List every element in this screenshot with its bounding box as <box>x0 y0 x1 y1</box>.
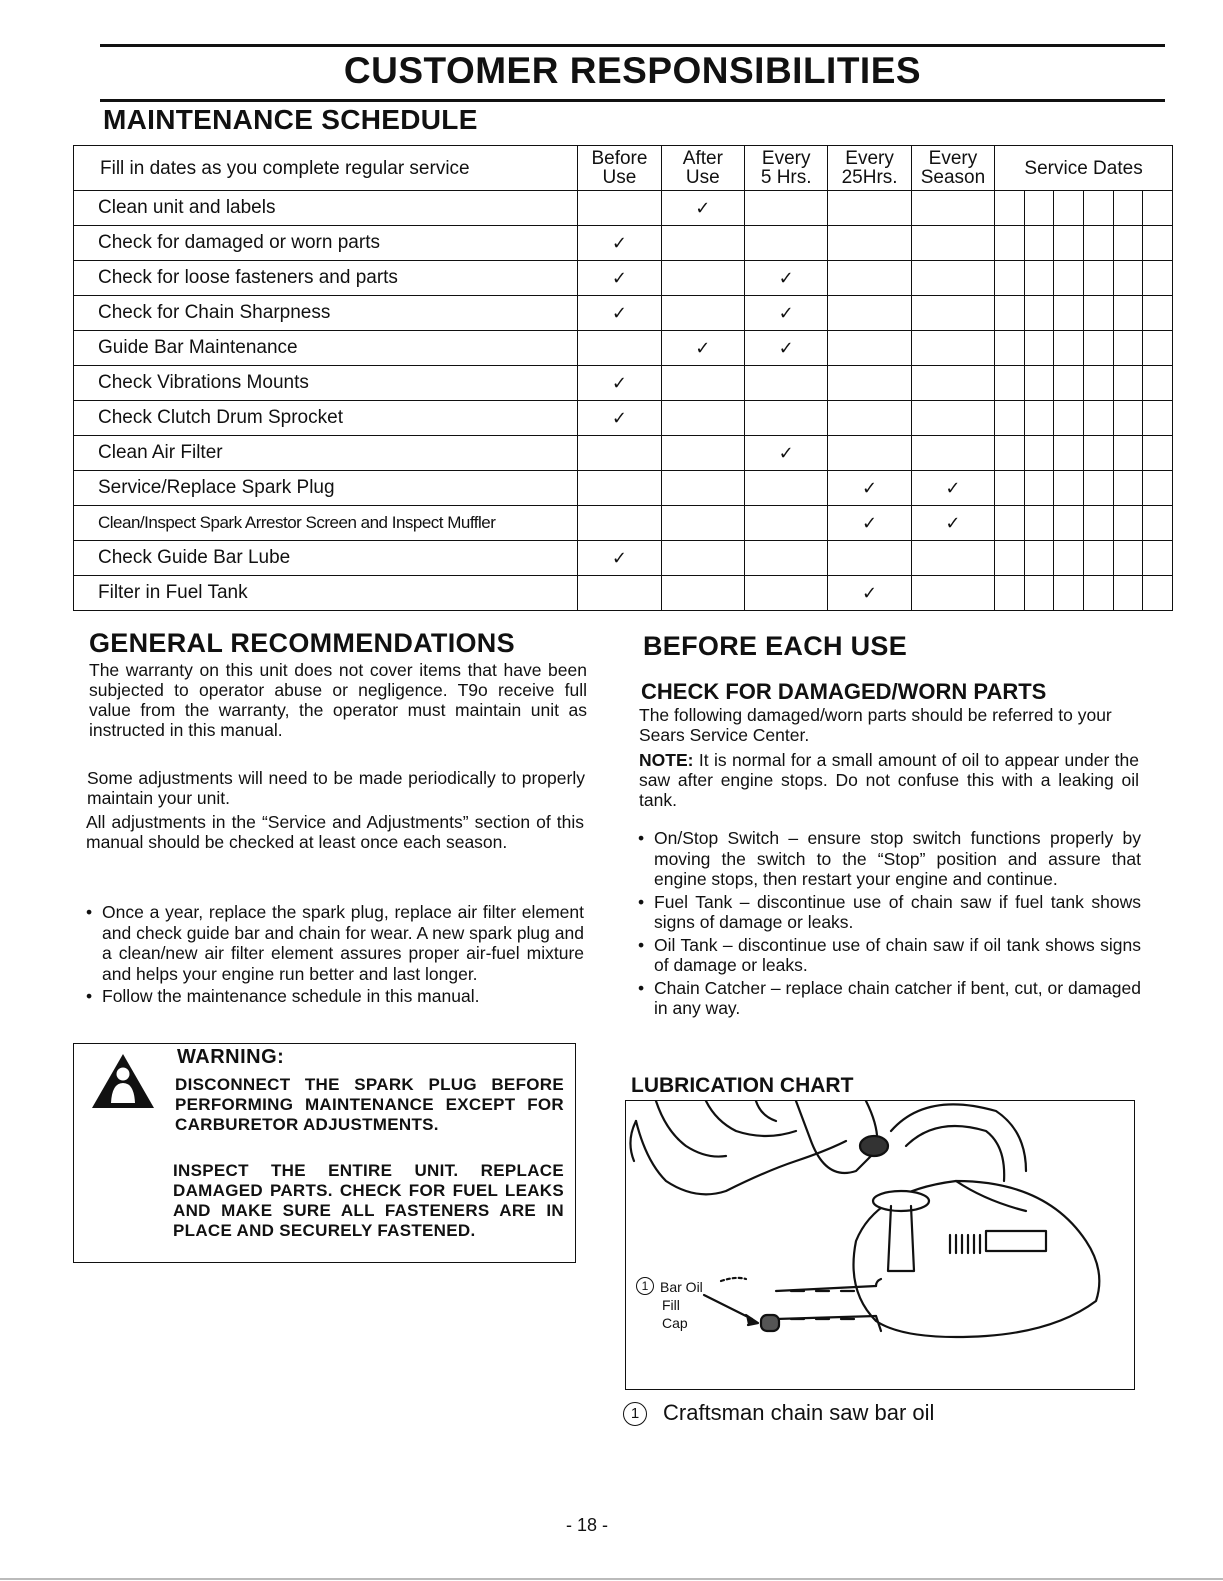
interval-cell <box>828 471 911 506</box>
service-date-cell[interactable] <box>1143 366 1173 401</box>
interval-cell <box>578 541 661 576</box>
task-cell: Check Vibrations Mounts <box>74 366 578 401</box>
interval-cell <box>911 261 994 296</box>
lubrication-illustration <box>625 1100 1135 1390</box>
list-item: • Fuel Tank – discontinue use of chain saw if fuel tank shows signs of damage or leaks. <box>636 892 1141 933</box>
interval-cell <box>911 471 994 506</box>
interval-cell <box>828 331 911 366</box>
service-date-cell[interactable] <box>1143 191 1173 226</box>
interval-cell <box>578 261 661 296</box>
interval-header-line2: Use <box>685 167 720 188</box>
callout-label-bar-oil: Bar Oil <box>660 1279 703 1295</box>
table-row <box>74 401 1173 436</box>
interval-cell <box>911 576 994 611</box>
interval-header-every-5-hrs <box>745 146 828 191</box>
list-item: • Chain Catcher – replace chain catcher if bent, cut, or damaged in any way. <box>636 978 1141 1019</box>
chain-saw-illustration <box>626 1101 1135 1390</box>
service-date-cell[interactable] <box>1054 401 1084 436</box>
service-date-cell[interactable] <box>1113 471 1143 506</box>
service-date-cell[interactable] <box>1084 226 1114 261</box>
check-mark-icon: ✓ <box>862 512 878 533</box>
service-date-cell[interactable] <box>1113 506 1143 541</box>
interval-header-line1: Every <box>845 148 894 169</box>
check-mark-icon: ✓ <box>611 547 627 568</box>
caption-number-circle: 1 <box>623 1402 647 1426</box>
page-title: CUSTOMER RESPONSIBILITIES <box>343 50 922 91</box>
interval-cell <box>661 191 744 226</box>
interval-cell <box>745 541 828 576</box>
interval-cell <box>745 191 828 226</box>
table-row <box>74 191 1173 226</box>
service-date-cell[interactable] <box>995 296 1025 331</box>
service-date-cell[interactable] <box>1024 261 1054 296</box>
interval-cell <box>661 436 744 471</box>
callout-label-fill: Fill <box>662 1297 680 1313</box>
interval-cell <box>745 226 828 261</box>
note-paragraph <box>639 750 1139 810</box>
service-date-cell[interactable] <box>1084 296 1114 331</box>
interval-cell <box>661 331 744 366</box>
general-recommendations-heading: GENERAL RECOMMENDATIONS <box>89 628 515 658</box>
table-row <box>74 506 1173 541</box>
interval-cell <box>578 366 661 401</box>
interval-cell <box>828 226 911 261</box>
interval-cell <box>911 226 994 261</box>
title-bottom-rule <box>100 99 1165 102</box>
schedule-heading: MAINTENANCE SCHEDULE <box>103 104 478 135</box>
caption-text: Craftsman chain saw bar oil <box>663 1400 935 1425</box>
service-date-cell[interactable] <box>1054 436 1084 471</box>
interval-cell <box>911 541 994 576</box>
service-center-paragraph: The following damaged/worn parts should be referred to your Sears Service Center. <box>639 705 1112 745</box>
interval-cell <box>745 471 828 506</box>
service-date-cell[interactable] <box>995 541 1025 576</box>
interval-cell <box>745 401 828 436</box>
interval-cell <box>661 226 744 261</box>
interval-cell <box>661 471 744 506</box>
table-row <box>74 541 1173 576</box>
task-cell: Service/Replace Spark Plug <box>74 471 578 506</box>
check-mark-icon: ✓ <box>611 372 627 393</box>
service-date-cell[interactable] <box>1143 296 1173 331</box>
service-date-cell[interactable] <box>1054 541 1084 576</box>
service-date-cell[interactable] <box>1024 331 1054 366</box>
interval-cell <box>911 296 994 331</box>
warning-triangle-icon <box>90 1052 156 1110</box>
service-date-cell[interactable] <box>1143 401 1173 436</box>
service-date-cell[interactable] <box>1054 261 1084 296</box>
interval-cell <box>745 436 828 471</box>
service-date-cell[interactable] <box>1024 366 1054 401</box>
interval-cell <box>828 296 911 331</box>
service-date-cell[interactable] <box>1054 331 1084 366</box>
service-date-cell[interactable] <box>1113 226 1143 261</box>
check-mark-icon: ✓ <box>862 477 878 498</box>
table-row <box>74 366 1173 401</box>
service-date-cell[interactable] <box>1024 506 1054 541</box>
table-header-row <box>74 146 1173 191</box>
warning-title: WARNING: <box>177 1046 285 1068</box>
service-date-cell[interactable] <box>1143 226 1173 261</box>
service-date-cell[interactable] <box>995 331 1025 366</box>
interval-cell <box>828 401 911 436</box>
interval-cell <box>578 296 661 331</box>
interval-cell <box>578 471 661 506</box>
damaged-worn-parts-heading: CHECK FOR DAMAGED/WORN PARTS <box>641 679 1047 704</box>
interval-cell <box>911 436 994 471</box>
task-cell: Check Guide Bar Lube <box>74 541 578 576</box>
warranty-paragraph: The warranty on this unit does not cover items that have been subjected to operator abuse or negligence. T9o receive full value from the warranty, the operator must maintain unit as instructed in this manual. <box>89 660 587 740</box>
task-cell: Filter in Fuel Tank <box>74 576 578 611</box>
service-date-cell[interactable] <box>1084 576 1114 611</box>
service-date-cell[interactable] <box>1024 296 1054 331</box>
interval-cell <box>911 191 994 226</box>
interval-cell <box>745 331 828 366</box>
service-date-cell[interactable] <box>995 401 1025 436</box>
task-cell: Clean unit and labels <box>74 191 578 226</box>
note-text: It is normal for a small amount of oil to appear under the saw after engine stops. Do not confuse this with a leaking oil tank. <box>639 750 1139 810</box>
warning-inspect-text: INSPECT THE ENTIRE UNIT. REPLACE DAMAGED PARTS. CHECK FOR FUEL LEAKS AND MAKE SURE ALL FASTENERS ARE IN PLACE AND SECURELY FASTENED. <box>173 1161 564 1240</box>
service-date-cell[interactable] <box>1113 296 1143 331</box>
interval-cell <box>578 331 661 366</box>
schedule-body <box>74 191 1173 611</box>
interval-cell <box>828 366 911 401</box>
table-row <box>74 296 1173 331</box>
service-date-cell[interactable] <box>995 436 1025 471</box>
service-date-cell[interactable] <box>1084 471 1114 506</box>
interval-cell <box>828 191 911 226</box>
service-date-cell[interactable] <box>1054 366 1084 401</box>
interval-header-line2: 5 Hrs. <box>760 167 812 188</box>
before-use-bullet-list <box>636 828 1141 1021</box>
table-row <box>74 261 1173 296</box>
interval-header-before-use <box>578 146 661 191</box>
interval-cell <box>661 541 744 576</box>
interval-header-every-25-hrs <box>828 146 911 191</box>
interval-cell <box>911 506 994 541</box>
service-date-cell[interactable] <box>1143 436 1173 471</box>
service-date-cell[interactable] <box>995 261 1025 296</box>
service-dates-header: Service Dates <box>995 146 1173 191</box>
callout-number-circle: 1 <box>636 1277 654 1295</box>
title-top-rule <box>100 44 1165 47</box>
task-cell: Check for Chain Sharpness <box>74 296 578 331</box>
table-row <box>74 226 1173 261</box>
list-item: • Follow the maintenance schedule in this manual. <box>84 986 584 1007</box>
table-row <box>74 331 1173 366</box>
list-item: • On/Stop Switch – ensure stop switch functions properly by moving the switch to the “Stop” position and assure that engine stops, then restart your engine and continue. <box>636 828 1141 890</box>
interval-cell <box>661 261 744 296</box>
check-mark-icon: ✓ <box>945 512 961 533</box>
service-date-cell[interactable] <box>995 366 1025 401</box>
service-date-cell[interactable] <box>1054 576 1084 611</box>
service-date-cell[interactable] <box>1054 506 1084 541</box>
interval-header-line2: Use <box>602 167 637 188</box>
service-date-cell[interactable] <box>1054 471 1084 506</box>
interval-cell <box>828 436 911 471</box>
adjustments-paragraph: Some adjustments will need to be made periodically to properly maintain your unit. <box>87 768 585 808</box>
task-cell: Guide Bar Maintenance <box>74 331 578 366</box>
interval-cell <box>828 506 911 541</box>
service-adjustments-paragraph: All adjustments in the “Service and Adjustments” section of this manual should be checked at least once each season. <box>86 812 584 852</box>
service-date-cell[interactable] <box>1113 401 1143 436</box>
table-row <box>74 576 1173 611</box>
interval-cell <box>661 401 744 436</box>
service-date-cell[interactable] <box>1084 541 1114 576</box>
check-mark-icon: ✓ <box>611 267 627 288</box>
check-mark-icon: ✓ <box>778 337 794 358</box>
interval-header-line2: Season <box>920 167 986 188</box>
service-date-cell[interactable] <box>1113 191 1143 226</box>
check-mark-icon: ✓ <box>611 232 627 253</box>
task-cell: Clean/Inspect Spark Arrestor Screen and Inspect Muffler <box>74 506 578 541</box>
interval-cell <box>661 506 744 541</box>
callout-label-cap: Cap <box>662 1315 688 1331</box>
interval-cell <box>828 261 911 296</box>
note-label: NOTE: <box>639 750 694 770</box>
service-date-cell[interactable] <box>1084 506 1114 541</box>
interval-cell <box>745 261 828 296</box>
check-mark-icon: ✓ <box>695 197 711 218</box>
bottom-scan-edge <box>0 1578 1223 1580</box>
check-mark-icon: ✓ <box>695 337 711 358</box>
service-date-cell[interactable] <box>1143 576 1173 611</box>
interval-cell <box>911 366 994 401</box>
interval-cell <box>661 576 744 611</box>
service-date-cell[interactable] <box>1143 471 1173 506</box>
interval-cell <box>661 296 744 331</box>
service-date-cell[interactable] <box>1143 506 1173 541</box>
service-date-cell[interactable] <box>1113 261 1143 296</box>
service-date-cell[interactable] <box>995 471 1025 506</box>
task-cell: Check for loose fasteners and parts <box>74 261 578 296</box>
interval-cell <box>661 366 744 401</box>
service-date-cell[interactable] <box>1024 436 1054 471</box>
page-number: - 18 - <box>566 1515 609 1535</box>
interval-header-line2: 25Hrs. <box>841 167 898 188</box>
service-date-cell[interactable] <box>1084 261 1114 296</box>
service-date-cell[interactable] <box>1024 541 1054 576</box>
service-date-cell[interactable] <box>1024 226 1054 261</box>
task-cell: Clean Air Filter <box>74 436 578 471</box>
check-mark-icon: ✓ <box>611 302 627 323</box>
interval-cell <box>911 401 994 436</box>
list-item: • Once a year, replace the spark plug, replace air filter element and check guide bar and chain for wear. A new spark plug and a clean/new air filter element assures proper air-fuel mixture and helps your engine run better and last longer. <box>84 902 584 984</box>
interval-cell <box>578 401 661 436</box>
service-date-cell[interactable] <box>1084 331 1114 366</box>
check-mark-icon: ✓ <box>778 267 794 288</box>
interval-header-line1: Every <box>761 148 811 169</box>
check-mark-icon: ✓ <box>778 442 794 463</box>
interval-cell <box>578 506 661 541</box>
service-date-cell[interactable] <box>995 191 1025 226</box>
service-date-cell[interactable] <box>1113 436 1143 471</box>
check-mark-icon: ✓ <box>611 407 627 428</box>
service-date-cell[interactable] <box>1024 576 1054 611</box>
warning-box <box>73 1043 576 1263</box>
service-date-cell[interactable] <box>1054 191 1084 226</box>
interval-cell <box>828 576 911 611</box>
service-date-cell[interactable] <box>1143 261 1173 296</box>
check-mark-icon: ✓ <box>862 582 878 603</box>
lubrication-caption <box>623 1400 934 1426</box>
callout-number <box>636 1277 654 1295</box>
general-bullet-list <box>84 902 584 1009</box>
lubrication-chart-heading: LUBRICATION CHART <box>631 1074 854 1097</box>
service-date-cell[interactable] <box>1113 331 1143 366</box>
interval-header-line1: Every <box>928 148 978 169</box>
task-column-header: Fill in dates as you complete regular service <box>74 146 578 191</box>
service-date-cell[interactable] <box>995 576 1025 611</box>
service-date-cell[interactable] <box>1054 296 1084 331</box>
service-date-cell[interactable] <box>1054 226 1084 261</box>
service-date-cell[interactable] <box>1143 541 1173 576</box>
task-cell: Check Clutch Drum Sprocket <box>74 401 578 436</box>
interval-cell <box>745 506 828 541</box>
task-cell: Check for damaged or worn parts <box>74 226 578 261</box>
service-date-cell[interactable] <box>1113 366 1143 401</box>
service-date-cell[interactable] <box>1024 471 1054 506</box>
maintenance-schedule-table <box>73 145 1173 611</box>
service-date-cell[interactable] <box>1084 436 1114 471</box>
interval-header-line1: Before <box>591 148 648 169</box>
table-row <box>74 471 1173 506</box>
interval-cell <box>911 331 994 366</box>
service-date-cell[interactable] <box>1084 401 1114 436</box>
interval-cell <box>828 541 911 576</box>
service-date-cell[interactable] <box>1024 191 1054 226</box>
list-item: • Oil Tank – discontinue use of chain saw if oil tank shows signs of damage or leaks. <box>636 935 1141 976</box>
service-date-cell[interactable] <box>995 506 1025 541</box>
interval-cell <box>745 296 828 331</box>
service-date-cell[interactable] <box>1084 366 1114 401</box>
interval-cell <box>578 226 661 261</box>
check-mark-icon: ✓ <box>945 477 961 498</box>
service-date-cell[interactable] <box>995 226 1025 261</box>
interval-header-after-use <box>661 146 744 191</box>
interval-cell <box>578 191 661 226</box>
table-row <box>74 436 1173 471</box>
check-mark-icon: ✓ <box>778 302 794 323</box>
interval-cell <box>578 576 661 611</box>
before-each-use-heading: BEFORE EACH USE <box>643 631 908 661</box>
service-date-cell[interactable] <box>1113 576 1143 611</box>
interval-header-line1: After <box>682 148 723 169</box>
interval-header-every-season <box>911 146 994 191</box>
interval-cell <box>745 366 828 401</box>
service-date-cell[interactable] <box>1113 541 1143 576</box>
warning-disconnect-text: DISCONNECT THE SPARK PLUG BEFORE PERFORMING MAINTENANCE EXCEPT FOR CARBURETOR ADJUSTMENTS. <box>175 1075 564 1134</box>
service-date-cell[interactable] <box>1143 331 1173 366</box>
interval-cell <box>578 436 661 471</box>
interval-cell <box>745 576 828 611</box>
service-date-cell[interactable] <box>1084 191 1114 226</box>
service-date-cell[interactable] <box>1024 401 1054 436</box>
